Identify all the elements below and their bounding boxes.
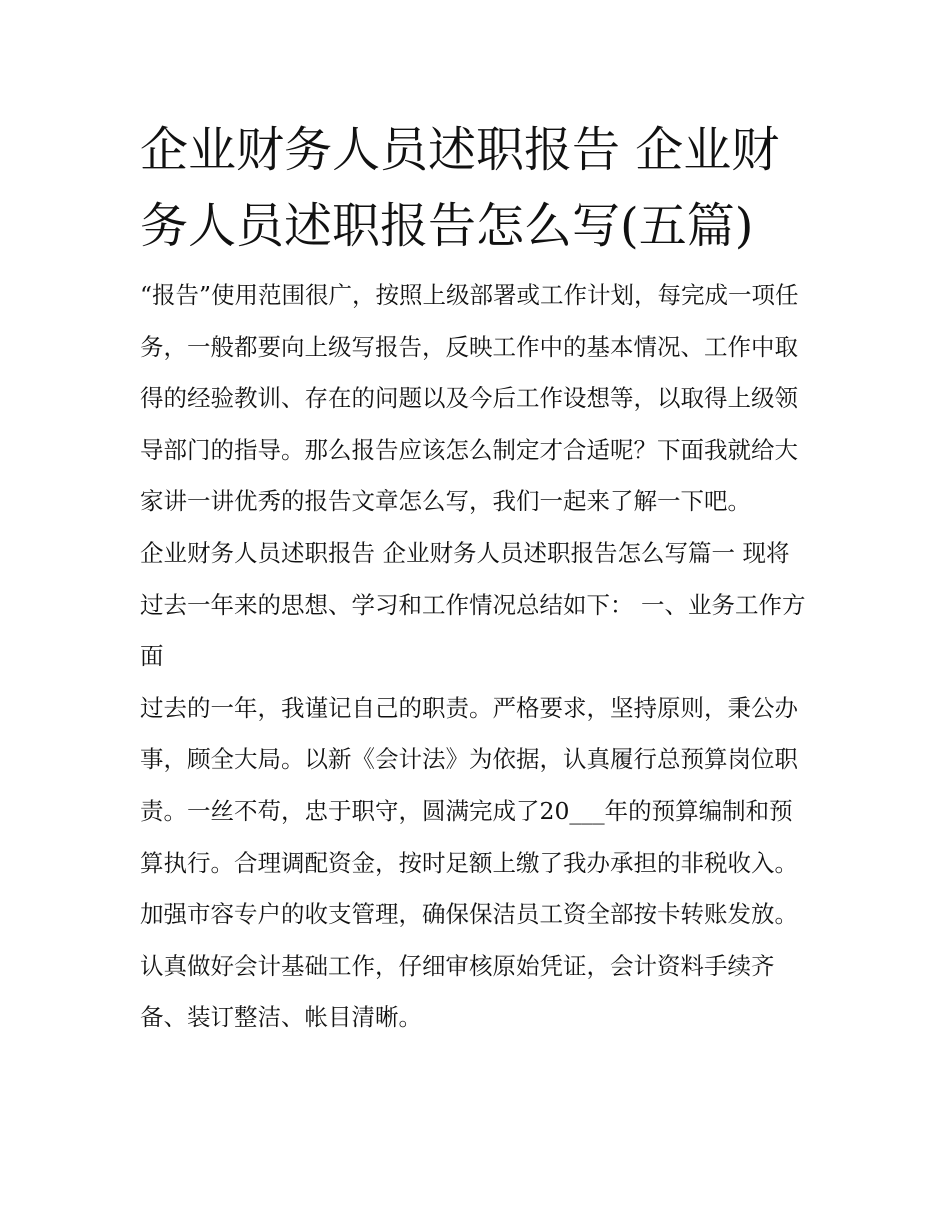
- document-page: [140, 112, 812, 1044]
- section-heading-paragraph: 企业财务人员述职报告 企业财务人员述职报告怎么写篇一 现将过去一年来的思想、学习和工作情况总结如下： 一、业务工作方面: [140, 538, 806, 671]
- intro-paragraph: “报告”使用范围很广，按照上级部署或工作计划，每完成一项任务，一般都要向上级写报告，反映工作中的基本情况、工作中取得的经验教训、存在的问题以及今后工作设想等，以取得上级领导部门的指导。那么报告应该怎么制定才合适呢？下面我就给大家讲一讲优秀的报告文章怎么写，我们一起来了解一下吧。: [140, 281, 799, 516]
- document-title: 企业财务人员述职报告 企业财务人员述职报告怎么写(五篇): [140, 122, 780, 254]
- body-paragraph: 过去的一年，我谨记自己的职责。严格要求，坚持原则，秉公办事，顾全大局。以新《会计法》为依据，认真履行总预算岗位职责。一丝不苟，忠于职守，圆满完成了20___年的预算编制和预算执行。合理调配资金，按时足额上缴了我办承担的非税收入。加强市容专户的收支管理，确保保洁员工资全部按卡转账发放。认真做好会计基础工作，仔细审核原始凭证，会计资料手续齐备、装订整洁、帐目清晰。: [140, 693, 798, 1032]
